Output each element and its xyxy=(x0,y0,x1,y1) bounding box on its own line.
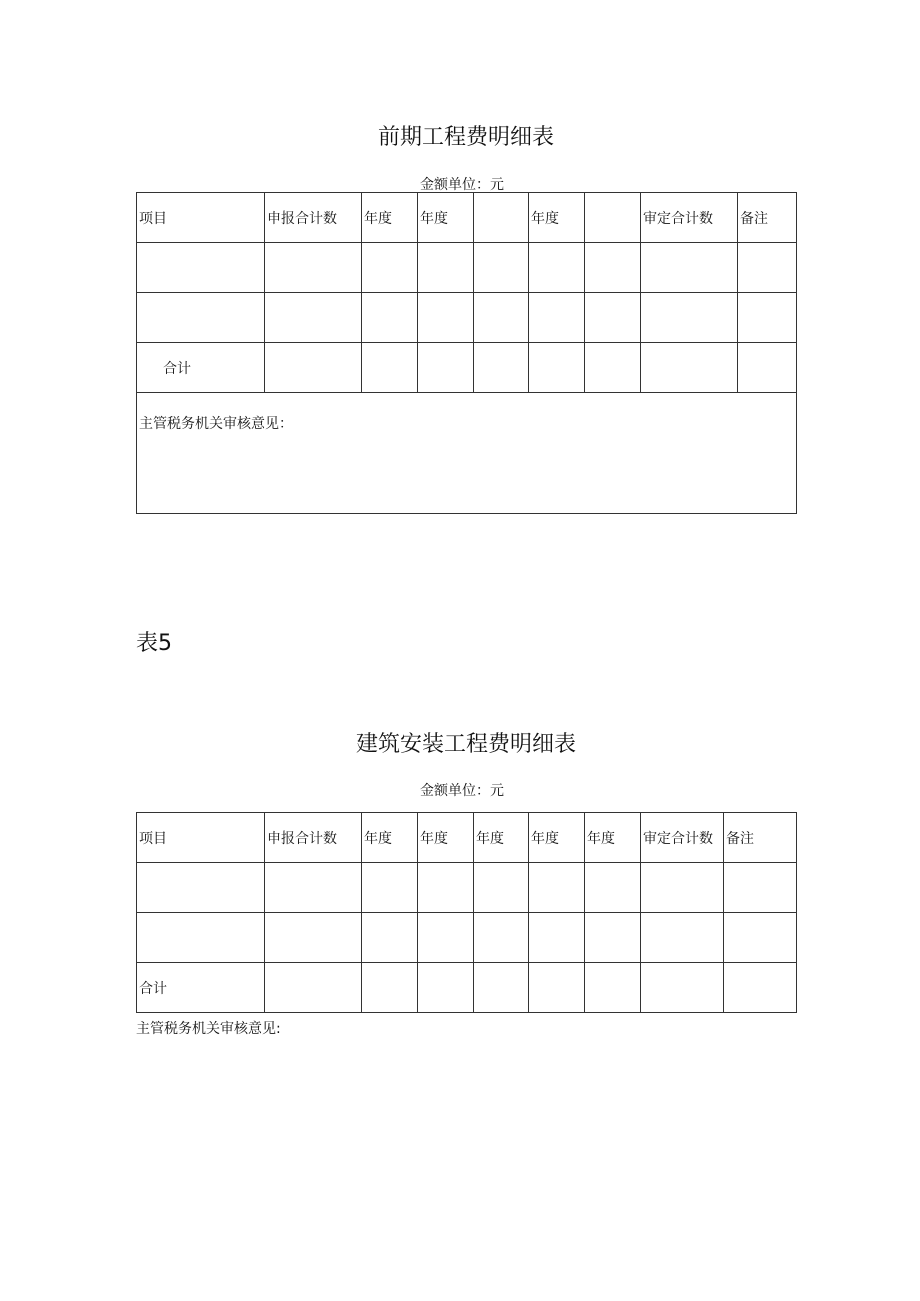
table-cell xyxy=(529,243,585,293)
table-cell xyxy=(641,913,724,963)
table2-amount-unit: 金额单位：元 xyxy=(420,783,504,799)
table1-total-row xyxy=(137,343,797,393)
table-cell xyxy=(641,293,738,343)
table-cell xyxy=(265,243,362,293)
table-cell xyxy=(418,293,474,343)
header-blank xyxy=(474,193,529,243)
table2-grid xyxy=(136,812,797,1013)
table-row xyxy=(137,293,797,343)
table-cell xyxy=(641,243,738,293)
header-year: 年度 xyxy=(362,813,418,863)
header-remarks: 备注 xyxy=(724,813,797,863)
table-cell xyxy=(137,863,265,913)
table-cell xyxy=(474,293,529,343)
table-row xyxy=(137,863,797,913)
header-year: 年度 xyxy=(529,813,585,863)
table-cell xyxy=(474,913,529,963)
table1-header-row xyxy=(137,193,797,243)
header-year: 年度 xyxy=(585,813,641,863)
table-cell xyxy=(641,863,724,913)
table-cell xyxy=(529,863,585,913)
table-cell xyxy=(529,963,585,1013)
table-cell xyxy=(724,963,797,1013)
table-cell xyxy=(362,293,418,343)
table-row xyxy=(137,913,797,963)
total-label: 合计 xyxy=(137,343,265,393)
table-cell xyxy=(362,243,418,293)
header-year: 年度 xyxy=(474,813,529,863)
table-cell xyxy=(137,243,265,293)
table-cell xyxy=(585,963,641,1013)
table-cell xyxy=(362,863,418,913)
table-cell xyxy=(418,863,474,913)
table-cell xyxy=(738,343,797,393)
table-cell xyxy=(418,963,474,1013)
header-remarks: 备注 xyxy=(738,193,797,243)
table-cell xyxy=(362,913,418,963)
table-cell xyxy=(265,863,362,913)
header-declared-total: 申报合计数 xyxy=(265,193,362,243)
table-cell xyxy=(529,913,585,963)
table-cell xyxy=(265,963,362,1013)
table-cell xyxy=(418,243,474,293)
header-year: 年度 xyxy=(418,193,474,243)
table-cell xyxy=(585,343,641,393)
table-cell xyxy=(474,863,529,913)
table-cell xyxy=(474,243,529,293)
table-cell xyxy=(265,343,362,393)
table-cell xyxy=(724,913,797,963)
table-row xyxy=(137,243,797,293)
table2-total-row xyxy=(137,963,797,1013)
table-cell xyxy=(585,913,641,963)
table-cell xyxy=(362,963,418,1013)
table-cell xyxy=(738,293,797,343)
header-year: 年度 xyxy=(418,813,474,863)
table-cell xyxy=(265,913,362,963)
tax-authority-opinion: 主管税务机关审核意见： xyxy=(137,393,797,514)
header-item: 项目 xyxy=(137,813,265,863)
table1-opinion-row xyxy=(137,393,797,514)
table-cell xyxy=(362,343,418,393)
table-cell xyxy=(474,343,529,393)
table-cell xyxy=(641,963,724,1013)
header-declared-total: 申报合计数 xyxy=(265,813,362,863)
table-cell xyxy=(137,913,265,963)
table-cell xyxy=(418,913,474,963)
header-blank xyxy=(585,193,641,243)
table-cell xyxy=(529,343,585,393)
table-cell xyxy=(585,243,641,293)
header-year: 年度 xyxy=(529,193,585,243)
table-cell xyxy=(585,293,641,343)
table-number-label: 表5 xyxy=(136,631,172,656)
header-approved-total: 审定合计数 xyxy=(641,813,724,863)
table-cell xyxy=(265,293,362,343)
table-cell xyxy=(724,863,797,913)
table-cell xyxy=(137,293,265,343)
table-cell xyxy=(738,243,797,293)
total-label: 合计 xyxy=(137,963,265,1013)
table1-title: 前期工程费明细表 xyxy=(377,125,554,150)
table2-header-row xyxy=(137,813,797,863)
header-year: 年度 xyxy=(362,193,418,243)
tax-authority-opinion: 主管税务机关审核意见: xyxy=(136,1021,281,1037)
table-cell xyxy=(418,343,474,393)
table-cell xyxy=(641,343,738,393)
table2-title: 建筑安装工程费明细表 xyxy=(355,732,576,757)
header-approved-total: 审定合计数 xyxy=(641,193,738,243)
header-item: 项目 xyxy=(137,193,265,243)
table1-grid xyxy=(136,192,797,514)
table-cell xyxy=(474,963,529,1013)
table1-amount-unit: 金额单位：元 xyxy=(420,177,504,193)
table-cell xyxy=(529,293,585,343)
table-cell xyxy=(585,863,641,913)
